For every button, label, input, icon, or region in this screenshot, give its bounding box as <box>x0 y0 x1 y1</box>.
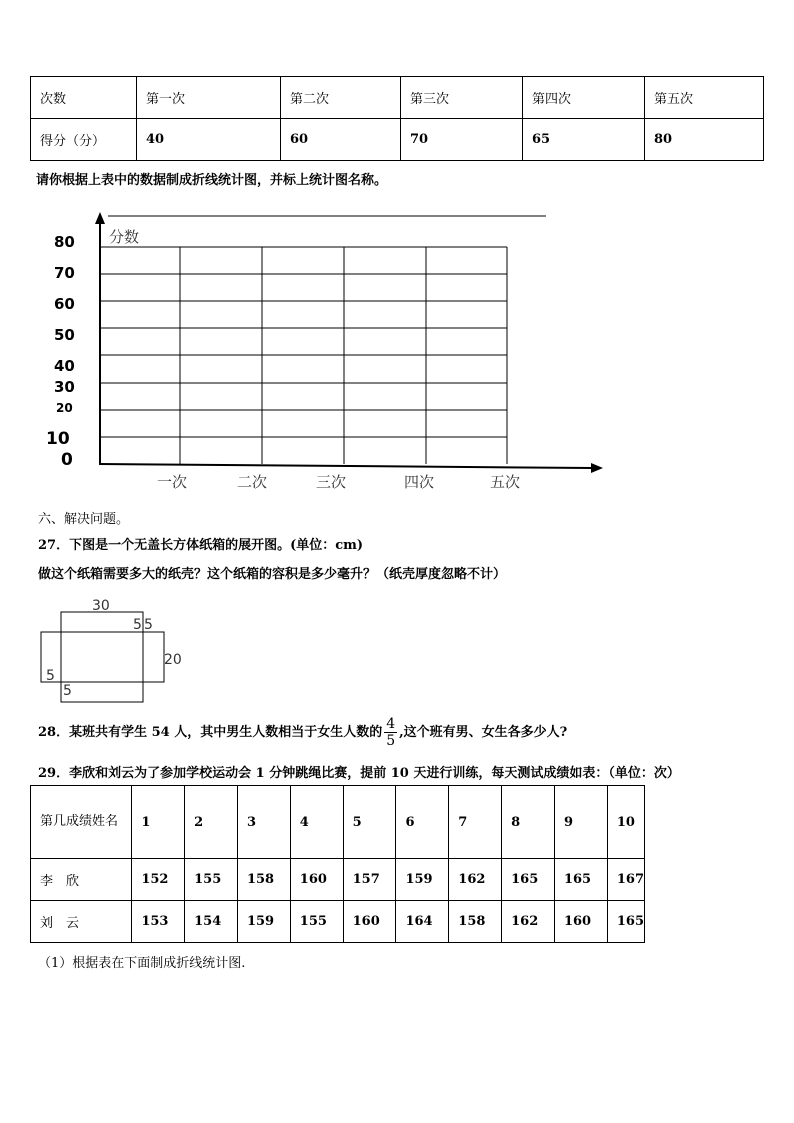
table-cell: 158 <box>449 901 502 943</box>
box-net-diagram <box>0 590 240 710</box>
table-cell: 167 <box>607 859 644 901</box>
x-axis-arrow <box>591 463 603 473</box>
jump-rope-table <box>30 785 645 943</box>
x-tick-label: 四次 <box>404 473 435 491</box>
table-cell: 165 <box>502 859 555 901</box>
table-cell: 154 <box>185 901 238 943</box>
table-cell: 152 <box>132 859 185 901</box>
y-axis-arrow <box>95 212 105 224</box>
dimension-label: 5 <box>144 617 153 633</box>
table-header-cell: 8 <box>502 786 555 859</box>
table-cell: 40 <box>137 119 281 161</box>
table-header-cell: 7 <box>449 786 502 859</box>
section-title: 六、解决问题。 <box>38 512 130 527</box>
y-tick-label: 80 <box>54 233 75 251</box>
question-29: 29．李欣和刘云为了参加学校运动会 1 分钟跳绳比赛，提前 10 天进行训练，每天测试成绩如表：（单位：次） <box>38 766 680 781</box>
fraction-denominator: 5 <box>386 733 396 749</box>
x-axis <box>99 464 592 468</box>
y-tick-labels <box>46 233 75 470</box>
table-cell: 165 <box>554 859 607 901</box>
question-28-text-end: ,这个班有男、女生各多少人? <box>399 725 568 740</box>
instruction-text: 请你根据上表中的数据制成折线统计图，并标上统计图名称。 <box>36 173 388 188</box>
table-row <box>31 119 764 161</box>
table-cell: 162 <box>449 859 502 901</box>
x-tick-label: 五次 <box>490 473 521 491</box>
table-cell: 60 <box>281 119 401 161</box>
y-tick-label: 50 <box>54 326 75 344</box>
table-cell: 160 <box>343 901 396 943</box>
table-header-cell: 第三次 <box>401 77 523 119</box>
table-header-cell: 10 <box>607 786 644 859</box>
x-tick-label: 二次 <box>237 473 268 491</box>
table-cell: 70 <box>401 119 523 161</box>
question-27: 27．下图是一个无盖长方体纸箱的展开图。(单位：cm) <box>38 538 364 553</box>
x-tick-label: 三次 <box>316 473 347 491</box>
table-header-cell: 9 <box>554 786 607 859</box>
dimension-label: 20 <box>164 652 182 668</box>
table-cell: 155 <box>290 901 343 943</box>
y-tick-label: 0 <box>61 450 73 470</box>
table-header-row <box>31 786 645 859</box>
dimension-label: 5 <box>46 668 55 684</box>
table-cell: 153 <box>132 901 185 943</box>
table-cell: 80 <box>645 119 764 161</box>
table-cell: 162 <box>502 901 555 943</box>
y-tick-label: 40 <box>54 357 75 375</box>
table-header-cell: 第二次 <box>281 77 401 119</box>
y-tick-label: 20 <box>56 401 73 415</box>
x-tick-labels <box>157 473 520 491</box>
table-header-cell: 5 <box>343 786 396 859</box>
table-cell: 165 <box>607 901 644 943</box>
score-table <box>30 76 764 161</box>
table-cell: 164 <box>396 901 449 943</box>
table-header-cell: 次数 <box>31 77 137 119</box>
y-axis-title: 分数 <box>109 228 140 246</box>
fraction-numerator: 4 <box>386 716 396 732</box>
question-27-detail: 做这个纸箱需要多大的纸壳？这个纸箱的容积是多少毫升？（纸壳厚度忽略不计） <box>38 567 507 582</box>
table-cell: 158 <box>237 859 290 901</box>
table-header-cell: 4 <box>290 786 343 859</box>
grid-lines <box>100 247 507 464</box>
table-header-cell: 第几成绩姓名 <box>31 786 132 859</box>
net-panel <box>61 612 143 702</box>
y-tick-label: 70 <box>54 264 75 282</box>
table-header-cell: 第四次 <box>523 77 645 119</box>
y-tick-label: 30 <box>54 378 75 396</box>
table-cell: 160 <box>554 901 607 943</box>
table-cell: 159 <box>396 859 449 901</box>
table-header-cell: 第五次 <box>645 77 764 119</box>
dimension-label: 30 <box>92 598 110 614</box>
table-row <box>31 901 645 943</box>
table-cell: 160 <box>290 859 343 901</box>
table-header-cell: 第一次 <box>137 77 281 119</box>
table-header-row <box>31 77 764 119</box>
table-cell: 159 <box>237 901 290 943</box>
table-cell: 65 <box>523 119 645 161</box>
y-tick-label: 10 <box>46 429 70 449</box>
y-tick-label: 60 <box>54 295 75 313</box>
question-29-sub1: （1）根据表在下面制成折线统计图. <box>38 956 246 971</box>
table-header-cell: 2 <box>185 786 238 859</box>
table-header-cell: 3 <box>237 786 290 859</box>
net-panel <box>41 632 164 682</box>
table-header-cell: 1 <box>132 786 185 859</box>
dimension-label: 5 <box>63 683 72 699</box>
x-tick-label: 一次 <box>157 473 188 491</box>
table-cell: 刘 云 <box>31 901 132 943</box>
table-cell: 李 欣 <box>31 859 132 901</box>
fraction <box>384 716 397 749</box>
question-28 <box>38 716 567 749</box>
table-cell: 155 <box>185 859 238 901</box>
question-28-text: 28．某班共有学生 54 人，其中男生人数相当于女生人数的 <box>38 725 383 740</box>
dimension-label: 5 <box>133 617 142 633</box>
table-cell: 157 <box>343 859 396 901</box>
line-chart-grid <box>0 200 794 500</box>
table-cell: 得分（分） <box>31 119 137 161</box>
table-header-cell: 6 <box>396 786 449 859</box>
table-row <box>31 859 645 901</box>
